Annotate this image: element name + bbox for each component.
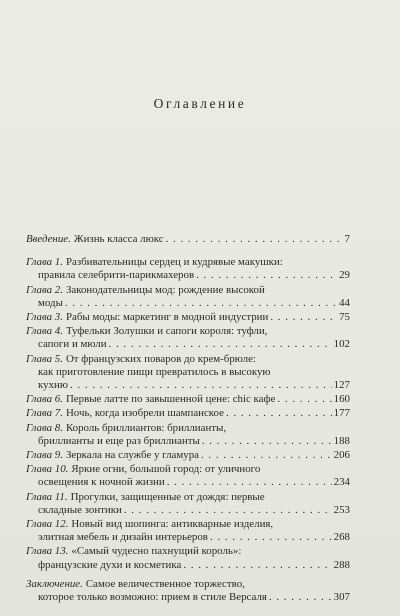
toc-entry-line (26, 545, 350, 558)
toc-entry-page: 253 (333, 503, 350, 516)
toc-entry (26, 518, 350, 544)
toc-entry (26, 325, 350, 351)
toc-entry-page: 127 (333, 379, 350, 392)
dot-leader (109, 338, 332, 351)
toc-entry-page: 44 (339, 296, 350, 309)
toc-entry-label: Глава 2. (26, 283, 63, 296)
dot-leader (226, 407, 332, 420)
toc-entry-label: Заключение. (26, 577, 83, 590)
toc-entry-text: бриллианты и еще раз бриллианты (38, 434, 200, 447)
dot-leader (166, 233, 343, 246)
toc-entry-line (26, 256, 350, 269)
toc-entry-label: Глава 9. (26, 449, 63, 462)
toc-entry-text: Король бриллиантов: бриллианты, (65, 421, 227, 434)
toc-entry (26, 284, 350, 310)
toc-entry-label: Глава 1. (26, 256, 63, 269)
toc-entry-label: Глава 5. (26, 352, 63, 365)
toc-entry-line (26, 578, 350, 591)
toc-entry-text: правила селебрити-парикмахеров (38, 269, 195, 282)
toc-entry-text: Жизнь класса люкс (73, 233, 164, 245)
toc-entry (26, 422, 350, 448)
toc-entry-label: Глава 10. (26, 463, 69, 476)
toc-entry-line (26, 435, 350, 448)
toc-entry (26, 256, 350, 282)
toc-entry-text: которое только возможно: прием в стиле Версаля (38, 591, 267, 604)
toc-entry-text: как приготовление пищи превратилось в высокую (38, 365, 271, 378)
toc-entry (26, 353, 350, 393)
toc-entry-page: 160 (333, 393, 350, 406)
toc-entry-page: 206 (333, 449, 350, 462)
toc-entry (26, 463, 350, 489)
toc-entry-text: Яркие огни, большой город: от уличного (71, 463, 261, 476)
toc-entry-line (26, 233, 350, 246)
toc-entry-text: элитная мебель и дизайн интерьеров (38, 531, 208, 544)
toc-entry-text: От французских поваров до крем-брюле: (65, 352, 256, 365)
dot-leader (65, 297, 337, 310)
toc-entry-page: 234 (333, 476, 350, 489)
toc-entry-line (26, 353, 350, 366)
toc-entry-page: 75 (339, 311, 350, 324)
toc-entry-label: Глава 12. (26, 518, 69, 531)
toc-entry-text: складные зонтики (38, 503, 122, 516)
page-title: Оглавление (153, 96, 247, 111)
toc-entry-page: 268 (333, 531, 350, 544)
toc-entry-page: 29 (339, 269, 350, 282)
toc-entry-line (26, 491, 350, 504)
toc-entry (26, 393, 350, 406)
toc-entry-label: Глава 6. (26, 393, 63, 406)
toc-entry (26, 233, 350, 246)
dot-leader (277, 393, 331, 406)
dot-leader (202, 435, 332, 448)
dot-leader (270, 311, 337, 324)
toc-entry-line (26, 297, 350, 310)
toc-entry-text: Первые латте по завышенной цене: chic кафе (65, 393, 276, 406)
toc-entry-text: «Самый чудесно пахнущий король»: (71, 545, 242, 558)
toc-entry-text: Туфельки Золушки и сапоги короля: туфли, (65, 325, 268, 338)
dot-leader (167, 476, 332, 489)
toc-entry-label: Глава 8. (26, 421, 63, 434)
toc-entry (26, 311, 350, 324)
toc-entry-label: Введение. (26, 233, 71, 245)
toc-entry-line (26, 379, 350, 392)
toc-entry-line (26, 476, 350, 489)
dot-leader (183, 559, 331, 572)
toc-entry-line (26, 325, 350, 338)
toc-entry-page: 7 (344, 233, 350, 245)
toc-entry-text: кухню (38, 379, 68, 392)
toc-entry-label: Глава 11. (26, 490, 68, 503)
toc-entry-text: Новый вид шопинга: антикварные изделия, (71, 518, 274, 531)
toc-entry-text: Рабы моды: маркетинг в модной индустрии (65, 311, 269, 324)
toc-entry-line (26, 559, 350, 572)
toc-entry-text: французские духи и косметика (38, 558, 182, 571)
toc-entry-line (26, 449, 350, 462)
toc-entry-line (26, 366, 350, 379)
toc-entry-line (26, 422, 350, 435)
dot-leader (124, 504, 332, 517)
toc-entry-line (26, 531, 350, 544)
toc-entry-page: 188 (333, 434, 350, 447)
toc-entry (26, 545, 350, 571)
toc-entry-label: Глава 4. (26, 325, 63, 338)
dot-leader (70, 379, 332, 392)
toc-entry-text: моды (38, 296, 63, 309)
toc-entry-line (26, 518, 350, 531)
toc-entry-text: Разбивательницы сердец и кудрявые макушки: (65, 256, 283, 269)
dot-leader (201, 449, 332, 462)
dot-leader (269, 591, 332, 604)
toc-entry-line (26, 591, 350, 604)
toc-entry (26, 407, 350, 420)
toc-entry-text: освещения к ночной жизни (38, 476, 165, 489)
toc-entry-text: Законодательницы мод: рождение высокой (65, 283, 265, 296)
toc-entry-line (26, 463, 350, 476)
toc-entry-label: Глава 3. (26, 311, 63, 324)
toc-entry-label: Глава 13. (26, 545, 69, 558)
toc-entry-line (26, 311, 350, 324)
toc-entry-text: Зеркала на службе у гламура (65, 449, 199, 462)
toc-entry-text: сапоги и мюли (38, 338, 107, 351)
toc-entry-page: 102 (333, 338, 350, 351)
toc-entry-page: 307 (333, 591, 350, 604)
toc-entry-line (26, 504, 350, 517)
toc-entry-line (26, 393, 350, 406)
toc-entry-line (26, 338, 350, 351)
toc-entry-label: Глава 7. (26, 407, 63, 420)
dot-leader (196, 269, 337, 282)
toc-entry (26, 491, 350, 517)
toc-entry-text: Самое величественное торжество, (85, 577, 245, 590)
toc-entry (26, 449, 350, 462)
toc-entry-page: 288 (333, 558, 350, 571)
toc-entry-text: Ночь, когда изобрели шампанское (65, 407, 224, 420)
table-of-contents (26, 233, 350, 605)
toc-entry (26, 578, 350, 604)
toc-entry-line (26, 407, 350, 420)
toc-entry-line (26, 269, 350, 282)
dot-leader (210, 531, 332, 544)
toc-entry-page: 177 (333, 407, 350, 420)
toc-entry-text: Прогулки, защищенные от дождя: первые (70, 490, 265, 503)
toc-entry-line (26, 284, 350, 297)
